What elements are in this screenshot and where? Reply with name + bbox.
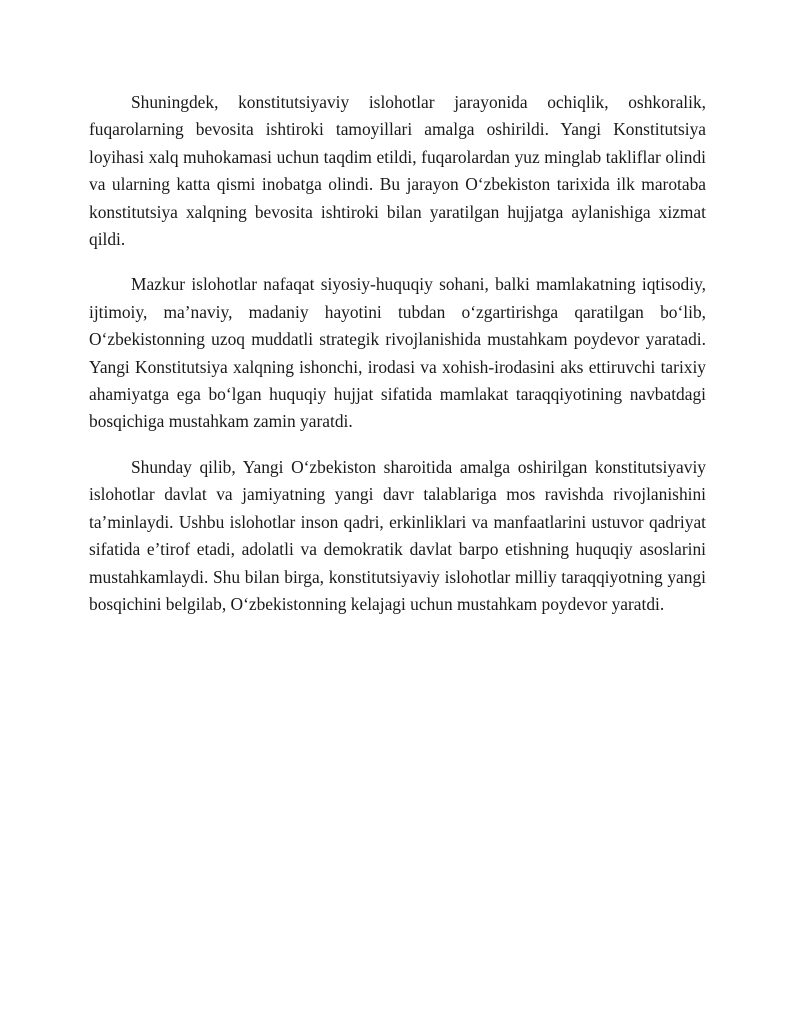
paragraph: Shunday qilib, Yangi O‘zbekiston sharoitida amalga oshirilgan konstitutsiyaviy islohotlar davlat va jamiyatning yangi davr talablariga mos ravishda rivojlanishini ta’minlaydi. Ushbu islohotlar inson qadri, erkinliklari va manfaatlarini ustuvor qadriyat sifatida e’tirof etadi, adolatli va demokratik davlat barpo etishning huquqiy asoslarini mustahkamlaydi. Shu bilan birga, konstitutsiyaviy islohotlar milliy taraqqiyotning yangi bosqichini belgilab, O‘zbekistonning kelajagi uchun mustahkam poydevor yaratdi.	[89, 456, 706, 614]
paragraph: Shuningdek, konstitutsiyaviy islohotlar jarayonida ochiqlik, oshkoralik, fuqarolarning bevosita ishtiroki tamoyillari amalga oshirildi. Yangi Konstitutsiya loyihasi xalq muhokamasi uchun taqdim etildi, fuqarolardan yuz minglab takliflar olindi va ularning katta qismi inobatga olindi. Bu jarayon O‘zbekiston tarixida ilk marotaba konstitutsiya xalqning bevosita ishtiroki bilan yaratilgan hujjatga aylanishiga xizmat qildi.	[89, 92, 706, 250]
paragraph: Mazkur islohotlar nafaqat siyosiy-huquqiy sohani, balki mamlakatning iqtisodiy, ijtimoiy, ma’naviy, madaniy hayotini tubdan o‘zgartirishga qaratilgan bo‘lib, O‘zbekistonning uzoq muddatli strategik rivojlanishida mustahkam poydevor yaratadi. Yangi Konstitutsiya xalqning ishonchi, irodasi va xohish-irodasini aks ettiruvchi tarixiy ahamiyatga ega bo‘lgan huquqiy hujjat sifatida mamlakat taraqqiyotining navbatdagi bosqichiga mustahkam zamin yaratdi.	[89, 274, 706, 432]
document-body	[89, 89, 706, 636]
